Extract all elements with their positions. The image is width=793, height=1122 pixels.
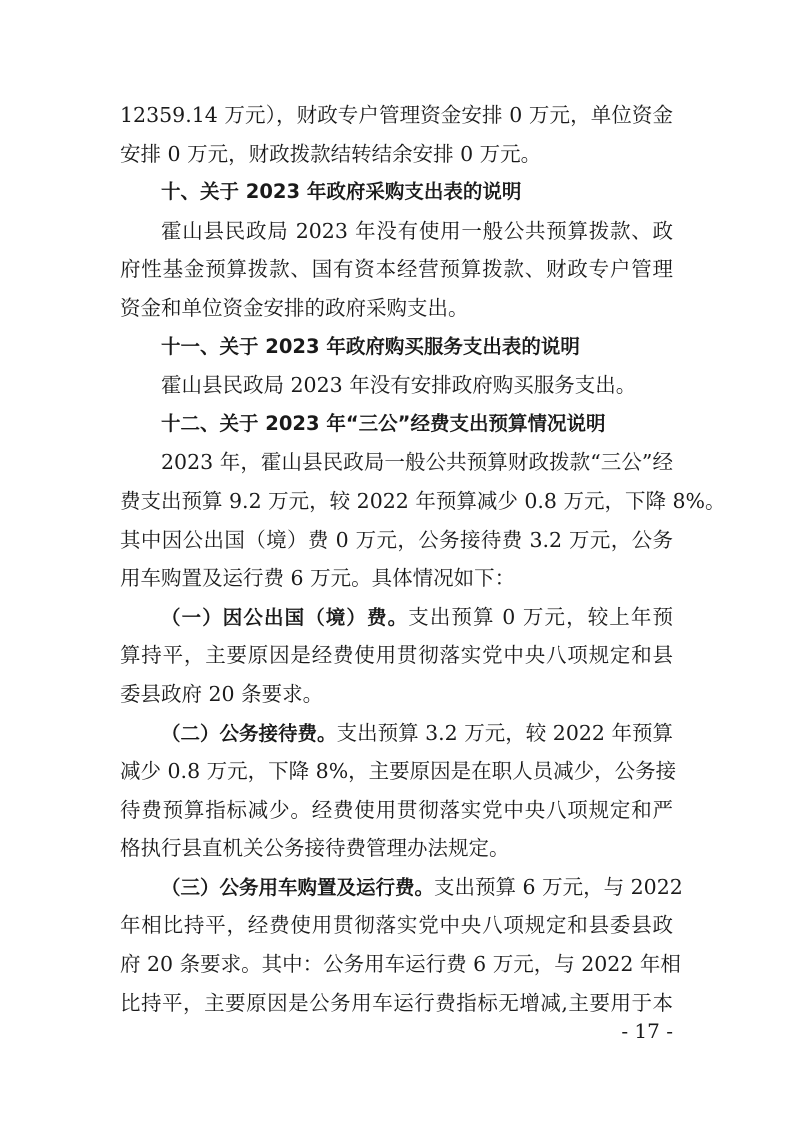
text-line: 算持平，主要原因是经费使用贯彻落实党中央八项规定和县 xyxy=(120,643,673,668)
text-line xyxy=(120,598,673,637)
text-line: 格执行县直机关公务接待费管理办法规定。 xyxy=(120,836,510,861)
subsection-lead-1: （一）因公出国（境）费。 xyxy=(161,605,409,629)
text-line: 霍山县民政局 2023 年没有使用一般公共预算拨款、政 xyxy=(161,218,673,243)
text-line: 霍山县民政局 2023 年没有安排政府购买服务支出。 xyxy=(161,373,637,398)
text-line: 费支出预算 9.2 万元，较 2022 年预算减少 0.8 万元，下降 8%。 xyxy=(120,488,726,513)
text-span: 支出预算 6 万元，与 2022 xyxy=(434,874,683,899)
text-line: 安排 0 万元，财政拨款结转结余安排 0 万元。 xyxy=(120,141,542,166)
section-heading-12: 十二、关于 2023 年“三公”经费支出预算情况说明 xyxy=(161,411,606,435)
document-page xyxy=(120,96,726,1022)
text-line: 府性基金预算拨款、国有资本经营预算拨款、财政专户管理 xyxy=(120,257,673,282)
section-heading-11: 十一、关于 2023 年政府购买服务支出表的说明 xyxy=(161,334,580,358)
subsection-lead-2: （二）公务接待费。 xyxy=(161,721,337,745)
text-line: 12359.14 万元），财政专户管理资金安排 0 万元，单位资金 xyxy=(120,103,673,127)
text-line: 减少 0.8 万元，下降 8%，主要原因是在职人员减少，公务接 xyxy=(120,759,677,784)
text-line: 用车购置及运行费 6 万元。具体情况如下： xyxy=(120,566,516,591)
page-number: - 17 - xyxy=(621,1019,673,1043)
text-line: 比持平，主要原因是公务用车运行费指标无增减,主要用于本 xyxy=(120,990,673,1015)
text-line xyxy=(120,714,673,753)
text-line: 2023 年，霍山县民政局一般公共预算财政拨款“三公”经 xyxy=(161,450,673,475)
text-span: 支出预算 3.2 万元，较 2022 年预算 xyxy=(336,720,673,745)
text-line xyxy=(120,868,683,907)
text-line: 资金和单位资金安排的政府采购支出。 xyxy=(120,295,469,320)
text-line: 其中因公出国（境）费 0 万元，公务接待费 3.2 万元，公务 xyxy=(120,527,673,552)
text-line: 年相比持平，经费使用贯彻落实党中央八项规定和县委县政 xyxy=(120,913,673,938)
text-span: 支出预算 0 万元，较上年预 xyxy=(408,604,673,629)
text-line: 委县政府 20 条要求。 xyxy=(120,681,324,706)
text-line: 府 20 条要求。其中：公务用车运行费 6 万元，与 2022 年相 xyxy=(120,952,681,977)
subsection-lead-3: （三）公务用车购置及运行费。 xyxy=(161,875,435,899)
section-heading-10: 十、关于 2023 年政府采购支出表的说明 xyxy=(161,180,522,204)
text-line: 待费预算指标减少。经费使用贯彻落实党中央八项规定和严 xyxy=(120,797,673,822)
